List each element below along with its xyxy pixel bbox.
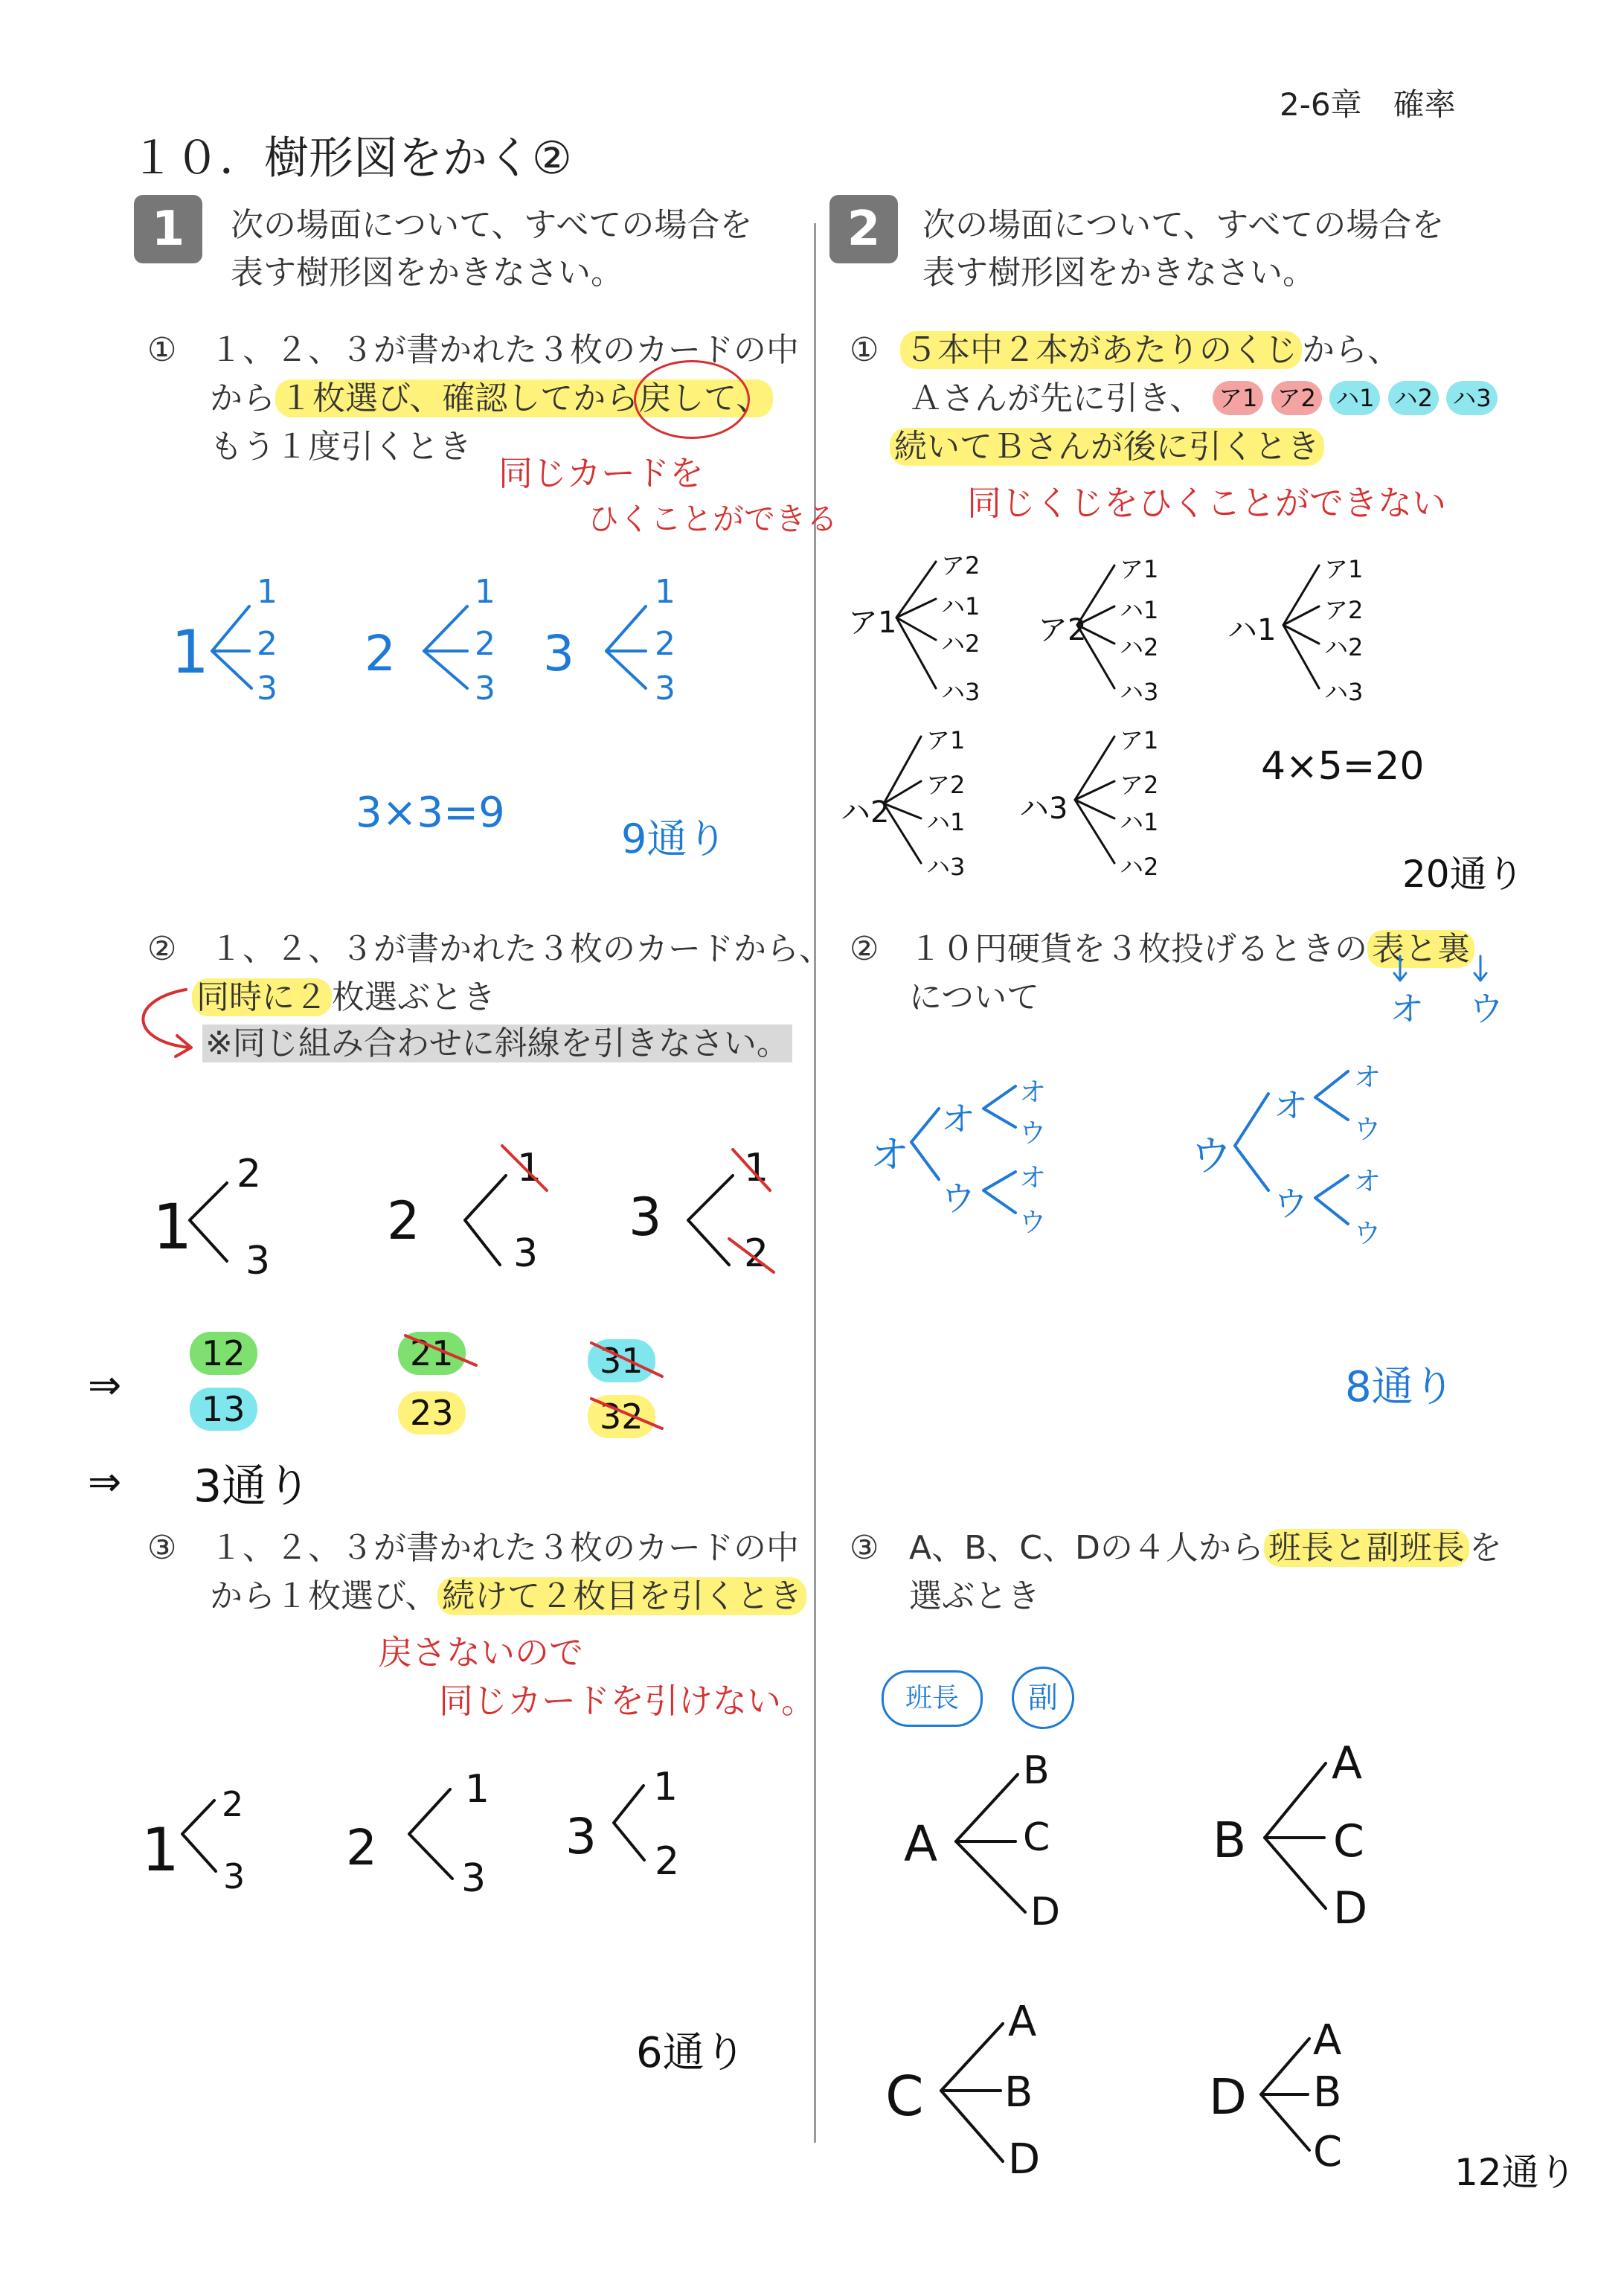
q1-1-tree2-root: 2 (365, 625, 396, 682)
q1-2-answer-arrow: ⇒ (88, 1458, 122, 1505)
q2-1-tree1-leaf3: ハ2 (941, 629, 981, 658)
q1-3-number: ③ (147, 1529, 177, 1567)
q1-3-tree1-leaf2: 3 (223, 1856, 245, 1896)
q1-2-answer: 3通り (193, 1460, 312, 1513)
q1-3-tree2-leaf2: 3 (461, 1856, 487, 1901)
q2-1-tree3-leaf2: ア2 (1324, 596, 1364, 624)
q2-3-tree3-leaf1: A (1008, 1998, 1037, 2046)
q2-2-number: ② (850, 930, 879, 968)
q1-1-answer: 9通り (621, 815, 728, 862)
q2-1-tree5-leaf1: ア1 (1120, 726, 1159, 754)
q1-2-branches (190, 1176, 733, 1265)
q2-3-branches (941, 1763, 1326, 2161)
q2-3-tree4-leaf2: B (1313, 2068, 1342, 2117)
q2-2-branches (911, 1071, 1348, 1224)
label-hancho: 班長 (882, 1670, 983, 1727)
chapter-label: 2-6章 確率 (1280, 86, 1456, 123)
q2-2-tree1-leaf3: オ (1019, 1163, 1047, 1193)
q2-3-tree1-leaf3: D (1030, 1890, 1061, 1934)
label-fuku: 副 (1012, 1667, 1074, 1729)
section-2-badge: 2 (829, 195, 898, 263)
q1-3-note-line2: 同じカードを引けない。 (439, 1681, 815, 1721)
q1-3-tree2-root: 2 (346, 1819, 377, 1876)
q1-3-highlight: 続けて２枚目を引くとき (437, 1577, 806, 1615)
q2-1-tree5-leaf2: ア2 (1120, 771, 1159, 799)
q2-3-tree4-leaf3: C (1313, 2128, 1343, 2176)
q2-3-tree3-leaf2: B (1004, 2068, 1033, 2117)
pair-12: 12 (190, 1332, 257, 1375)
q2-1-tree5-leaf4: ハ2 (1120, 853, 1159, 881)
q1-1-tree3-leaf1: 1 (655, 573, 675, 611)
q2-1-tree4-leaf3: ハ1 (926, 808, 966, 836)
q1-1-tree3-leaf2: 2 (655, 625, 675, 663)
q2-1-tree1-leaf4: ハ3 (941, 678, 981, 706)
q1-2-tree2-leaf1: 1 (517, 1146, 542, 1190)
q1-3-tree1-leaf1: 2 (222, 1784, 244, 1824)
page-title: １０．樹形図をかく② (130, 132, 572, 185)
q2-2-tree2-leaf2: ウ (1354, 1115, 1381, 1145)
q1-3-line1: １、２、３が書かれた３枚のカードの中 (210, 1529, 799, 1567)
q1-2-pair-strikes (405, 1335, 662, 1428)
section-1-instruction-line2: 表す樹形図をかきなさい。 (231, 254, 623, 292)
q1-1-highlight: １枚選び、確認してから戻して、 (275, 379, 773, 417)
q2-2-tree2-leaf3: オ (1354, 1167, 1381, 1197)
q2-1-tree2-leaf2: ハ1 (1120, 596, 1159, 624)
q2-2-symbol-omote: オ (1390, 989, 1424, 1029)
section-2-instruction-line2: 表す樹形図をかきなさい。 (922, 254, 1315, 292)
section-2-instruction-line1: 次の場面について、すべての場合を (922, 206, 1445, 244)
q1-2-line1: １、２、３が書かれた３枚のカードから、 (210, 930, 832, 968)
ticket-h1: ハ1 (1329, 381, 1380, 415)
q2-1-tree4-leaf2: ア2 (926, 771, 966, 799)
q2-3-tree4-root: D (1209, 2068, 1247, 2126)
q2-3-number: ③ (850, 1529, 879, 1567)
q2-3-tree1-leaf2: C (1023, 1815, 1050, 1860)
q2-3-tree3-leaf3: D (1008, 2135, 1041, 2184)
q2-2-tree2-root: ウ (1190, 1132, 1232, 1181)
q1-2-tree1-leaf1: 2 (237, 1152, 262, 1196)
q2-1-tree5-leaf3: ハ1 (1120, 808, 1159, 836)
q2-1-tree3-leaf1: ア1 (1324, 555, 1364, 583)
q1-1-tree1-leaf2: 2 (257, 625, 277, 663)
q1-1-line1: １、２、３が書かれた３枚のカードの中 (210, 331, 799, 369)
q1-1-branches (212, 606, 646, 688)
pair-21: 21 (398, 1332, 466, 1375)
q1-2-highlight: 同時に２ (192, 978, 332, 1016)
q2-1-tree2-root: ア2 (1038, 613, 1087, 647)
q2-1-highlight2: 続いてＢさんが後に引くとき (890, 428, 1324, 466)
q2-1-number: ① (850, 331, 879, 369)
q1-3-tree3-root: 3 (565, 1808, 597, 1865)
q2-3-tree2-root: B (1213, 1812, 1247, 1869)
q1-2-curved-arrow (143, 990, 191, 1056)
q1-3-answer: 6通り (636, 2029, 746, 2077)
q2-1-tree3-leaf4: ハ3 (1324, 678, 1364, 706)
section-1-instruction-line1: 次の場面について、すべての場合を (231, 206, 753, 244)
ticket-a1: ア1 (1213, 381, 1263, 415)
q2-2-tree1-mid1: オ (941, 1099, 975, 1139)
q2-1-tree4-root: ハ2 (841, 795, 890, 830)
q1-1-tree3-root: 3 (543, 625, 574, 682)
q2-3-tree2-leaf1: A (1332, 1737, 1363, 1789)
q1-1-tree2-leaf3: 3 (475, 670, 495, 708)
q2-2-symbol-ura: ウ (1469, 989, 1503, 1029)
q2-1-tree3-root: ハ1 (1227, 613, 1277, 647)
pair-31: 31 (588, 1339, 655, 1382)
q1-1-tree2-leaf1: 1 (475, 573, 495, 611)
q2-3-answer: 12通り (1454, 2151, 1576, 2194)
ticket-h2: ハ2 (1388, 381, 1439, 415)
q2-1-branches (884, 562, 1319, 863)
q2-1-line1-b: から、 (1302, 331, 1400, 369)
q1-2-tree3-leaf2: 2 (744, 1231, 769, 1276)
q2-3-highlight: 班長と副班長 (1264, 1529, 1469, 1567)
q1-1-note-line2: ひくことができる (588, 501, 838, 537)
pair-13: 13 (190, 1388, 257, 1431)
q2-3-tree3-root: C (885, 2065, 924, 2129)
q2-1-calc: 4×5=20 (1261, 744, 1425, 789)
q1-2-tree3-leaf1: 1 (744, 1146, 769, 1190)
q1-2-tree2-leaf2: 3 (513, 1231, 539, 1276)
q1-3-note-line1: 戻さないので (378, 1632, 583, 1673)
q2-3-line1-c: を (1469, 1529, 1502, 1567)
q2-2-tree2-mid1: オ (1274, 1086, 1308, 1126)
q2-3-tree2-leaf2: C (1333, 1815, 1364, 1867)
q1-3-tree3-leaf1: 1 (653, 1765, 678, 1809)
q2-1-tree4-leaf4: ハ3 (926, 853, 966, 881)
q2-3-line1-a: A、B、C、Dの４人から (909, 1529, 1264, 1567)
q2-2-tree1-leaf4: ウ (1019, 1208, 1047, 1238)
q2-1-note: 同じくじをひくことができない (967, 483, 1446, 523)
q2-2-tree1-root: オ (870, 1133, 910, 1178)
q1-1-tree1-root: 1 (171, 618, 209, 687)
section-1-badge: 1 (134, 195, 202, 263)
q1-1-number: ① (147, 331, 177, 369)
q2-3-tree1-root: A (904, 1815, 938, 1873)
q2-3-line2: 選ぶとき (909, 1577, 1040, 1615)
q2-1-tree2-leaf1: ア1 (1120, 555, 1159, 583)
q1-1-tree3-leaf3: 3 (655, 670, 675, 708)
q1-2-number: ② (147, 930, 177, 968)
q2-1-tree1-leaf2: ハ1 (941, 592, 981, 621)
q1-1-line2-a: から (210, 379, 275, 417)
q2-1-line2: Ａさんが先に引き、 (909, 379, 1203, 417)
q1-3-tree3-leaf2: 2 (655, 1839, 680, 1884)
q2-1-answer: 20通り (1402, 853, 1524, 896)
q2-3-tree2-leaf3: D (1333, 1882, 1368, 1934)
ticket-a2: ア2 (1271, 381, 1322, 415)
q2-1-tree3-leaf3: ハ2 (1324, 633, 1364, 661)
ticket-h3: ハ3 (1446, 381, 1497, 415)
q2-2-tree1-leaf1: オ (1019, 1077, 1047, 1108)
q1-1-tree1-leaf1: 1 (257, 573, 277, 611)
q1-2-tree1-root: 1 (153, 1190, 193, 1263)
q2-2-line1-a: １０円硬貨を３枚投げるときの (909, 930, 1367, 968)
q1-2-arrow: ⇒ (88, 1362, 122, 1408)
q2-2-tree1-mid2: ウ (941, 1179, 975, 1219)
q2-2-tree2-leaf4: ウ (1354, 1219, 1381, 1249)
q1-2-tree3-root: 3 (629, 1187, 662, 1248)
q2-2-line2: について (909, 978, 1040, 1016)
q2-2-highlight: 表と裏 (1367, 930, 1474, 968)
q2-1-tree1-root: ア1 (848, 606, 897, 640)
q2-1-tree2-leaf4: ハ3 (1120, 678, 1159, 706)
q2-2-answer: 8通り (1345, 1363, 1455, 1411)
q1-1-tree1-leaf3: 3 (257, 670, 277, 708)
q2-2-tree2-leaf1: オ (1354, 1062, 1381, 1093)
q1-2-tree2-root: 2 (387, 1190, 420, 1251)
q1-2-line2-b: 枚選ぶとき (332, 978, 495, 1016)
pair-23: 23 (398, 1391, 466, 1434)
q1-1-note-line1: 同じカードを (498, 453, 704, 493)
q2-1-highlight1: ５本中２本があたりのくじ (900, 331, 1302, 369)
q1-1-line3: もう１度引くとき (210, 428, 472, 466)
q2-2-tree2-mid2: ウ (1274, 1184, 1308, 1224)
q2-1-tree5-root: ハ3 (1019, 792, 1068, 826)
q1-3-tree1-root: 1 (141, 1815, 179, 1885)
q2-2-down-arrows (1394, 956, 1486, 981)
q1-3-line2-a: から１枚選び、 (210, 1577, 438, 1615)
q2-3-tree4-leaf1: A (1313, 2016, 1342, 2065)
q1-1-tree2-leaf2: 2 (475, 625, 495, 663)
pair-32: 32 (588, 1395, 655, 1438)
q1-2-instruction-box: ※同じ組み合わせに斜線を引きなさい。 (202, 1024, 792, 1062)
q1-3-branches (182, 1786, 644, 1879)
q1-1-calc: 3×3=9 (356, 789, 505, 837)
q1-2-leaf-strikes (502, 1146, 774, 1272)
q2-1-tree4-leaf1: ア1 (926, 726, 966, 754)
q2-1-tree1-leaf1: ア2 (941, 551, 981, 580)
q1-3-tree2-leaf1: 1 (465, 1767, 490, 1812)
q2-3-tree1-leaf1: B (1023, 1748, 1050, 1793)
q2-1-tree2-leaf3: ハ2 (1120, 633, 1159, 661)
q2-2-tree1-leaf2: ウ (1019, 1118, 1047, 1149)
q1-2-tree1-leaf2: 3 (245, 1239, 271, 1283)
